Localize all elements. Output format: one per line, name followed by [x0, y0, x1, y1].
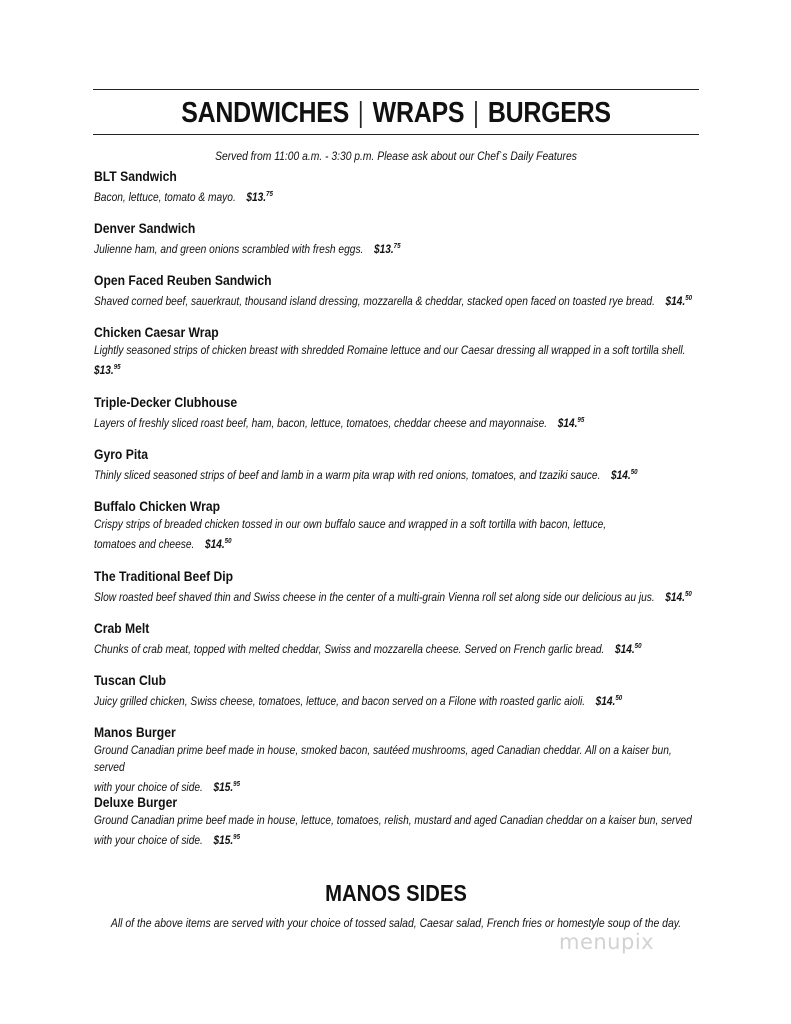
menu-item-manos-burger: Manos Burger Ground Canadian prime beef made in house, smoked bacon, sautéed mushrooms, aged Canadian cheddar. All on a kaiser bun, served with your choice of side. $15.95 — [94, 724, 704, 797]
menu-item-traditional-beef-dip — [94, 568, 704, 607]
item-description: Thinly sliced seasoned strips of beef and lamb in a warm pita wrap with red onions, tomatoes, and tzaziki sauce. $14.50 — [94, 469, 638, 482]
item-description: Chunks of crab meat, topped with melted cheddar, Swiss and mozzarella cheese. Served on French garlic bread. $14.50 — [94, 643, 642, 656]
item-price: $14.50 — [614, 643, 642, 656]
page-title — [135, 92, 656, 134]
menu-item-open-faced-reuben — [94, 272, 704, 311]
item-price: $15.95 — [213, 781, 241, 794]
item-price: $13.75 — [373, 243, 401, 256]
menu-item-deluxe-burger: Deluxe Burger Ground Canadian prime beef made in house, lettuce, tomatoes, relish, mustard and aged Canadian cheddar on a kaiser bun, served with your choice of side. $15.95 — [94, 795, 692, 847]
title-burgers: BURGERS — [487, 96, 611, 129]
bottom-rule — [93, 134, 699, 135]
item-description: Julienne ham, and green onions scrambled with fresh eggs. $13.75 — [94, 243, 401, 256]
item-price: $14.50 — [610, 469, 638, 482]
item-name: Denver Sandwich — [94, 221, 196, 236]
item-price: $14.95 — [557, 417, 585, 430]
item-name: Gyro Pita — [94, 447, 149, 462]
item-price: $14.50 — [665, 591, 692, 604]
item-description: Ground Canadian prime beef made in house, lettuce, tomatoes, relish, mustard and aged Canadian cheddar on a kaiser bun, served — [94, 814, 692, 827]
item-name: Triple-Decker Clubhouse — [94, 395, 238, 410]
menu-item-tuscan-club — [94, 672, 704, 711]
menu-item-crab-melt — [94, 620, 704, 659]
item-name: BLT Sandwich — [94, 169, 177, 184]
item-name: Open Faced Reuben Sandwich — [94, 273, 272, 288]
item-name: Tuscan Club — [94, 673, 167, 688]
title-divider — [360, 101, 361, 128]
item-description: Juicy grilled chicken, Swiss cheese, tomatoes, lettuce, and bacon served on a Filone with roasted garlic aioli. $14.50 — [94, 695, 623, 708]
item-price: $13.95 — [94, 364, 121, 377]
title-wraps: WRAPS — [372, 96, 465, 129]
menu-item-denver-sandwich — [94, 220, 704, 259]
item-description: Layers of freshly sliced roast beef, ham, bacon, lettuce, tomatoes, cheddar cheese and mayonnaise. $14.95 — [94, 417, 585, 430]
menu-item-chicken-caesar-wrap — [94, 324, 704, 380]
item-description: Crispy strips of breaded chicken tossed in our own buffalo sauce and wrapped in a soft tortilla with bacon, lettuce, — [94, 518, 607, 531]
item-price: $13.75 — [246, 191, 273, 204]
item-price: $15.95 — [213, 834, 241, 847]
item-name: Buffalo Chicken Wrap — [94, 499, 221, 514]
menu-item-buffalo-chicken-wrap: Buffalo Chicken Wrap Crispy strips of breaded chicken tossed in our own buffalo sauce and wrapped in a soft tortilla with bacon, lettuce, tomatoes and cheese. $14.50 — [94, 498, 704, 554]
top-rule — [93, 89, 699, 90]
item-name: Manos Burger — [94, 725, 176, 740]
item-description: Lightly seasoned strips of chicken breast with shredded Romaine lettuce and our Caesar dressing all wrapped in a soft tortilla shell. — [94, 344, 686, 357]
menu-item-gyro-pita — [94, 446, 704, 485]
sides-note: All of the above items are served with your choice of tossed salad, Caesar salad, French fries or homestyle soup of the day. — [110, 916, 682, 930]
watermark: menupix — [559, 930, 655, 954]
item-price: $14.50 — [595, 695, 623, 708]
item-name: Deluxe Burger — [94, 795, 178, 810]
item-price: $14.50 — [665, 295, 693, 308]
sides-heading: MANOS SIDES — [325, 880, 467, 906]
item-description: Ground Canadian prime beef made in house, smoked bacon, sautéed mushrooms, aged Canadian cheddar. All on a kaiser bun, served — [94, 744, 672, 774]
item-description: Shaved corned beef, sauerkraut, thousand island dressing, mozzarella & cheddar, stacked open faced on toasted rye bread. $14.50 — [94, 295, 693, 308]
item-name: Chicken Caesar Wrap — [94, 325, 219, 340]
item-name: The Traditional Beef Dip — [94, 569, 234, 584]
title-divider — [475, 101, 476, 128]
menu-item-triple-decker-clubhouse — [94, 394, 704, 433]
item-name: Crab Melt — [94, 621, 150, 636]
served-hours-note: Served from 11:00 a.m. - 3:30 p.m. Please ask about our Chef`s Daily Features — [215, 149, 577, 163]
item-description: Slow roasted beef shaved thin and Swiss cheese in the center of a multi-grain Vienna roll set along side our delicious au jus. $14.50 — [94, 591, 692, 604]
menu-item-blt-sandwich — [94, 168, 704, 207]
item-description: Bacon, lettuce, tomato & mayo. $13.75 — [94, 191, 273, 204]
title-sandwiches: SANDWICHES — [181, 96, 350, 129]
item-price: $14.50 — [204, 538, 232, 551]
